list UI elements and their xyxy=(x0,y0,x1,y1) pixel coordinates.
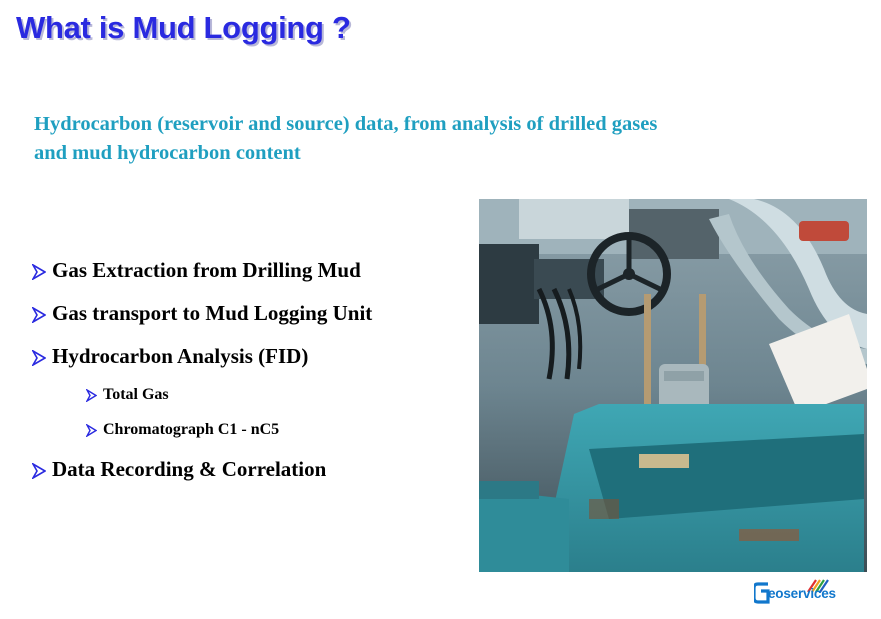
slide-title: What is Mud Logging ? xyxy=(16,10,351,45)
arrow-bullet-icon xyxy=(32,463,46,479)
arrow-bullet-icon xyxy=(86,424,97,437)
geoservices-logo-text: eoservices xyxy=(768,586,836,601)
geoservices-logo xyxy=(754,578,872,608)
bullet-item xyxy=(32,344,308,369)
bullet-item xyxy=(32,301,372,326)
sub-bullet-item xyxy=(86,421,279,439)
bullet-label: Chromatograph C1 - nC5 xyxy=(103,421,280,438)
arrow-bullet-icon xyxy=(32,350,46,366)
arrow-bullet-icon xyxy=(32,264,46,280)
bullet-item xyxy=(32,457,326,482)
bullet-label: Gas Extraction from Drilling Mud xyxy=(52,258,361,282)
bullet-label: Hydrocarbon Analysis (FID) xyxy=(52,344,309,368)
bullet-label: Gas transport to Mud Logging Unit xyxy=(52,301,373,325)
mud-gas-trap-photo xyxy=(479,199,867,572)
bullet-label: Data Recording & Correlation xyxy=(52,457,327,481)
arrow-bullet-icon xyxy=(86,389,97,402)
slide-subtitle: Hydrocarbon (reservoir and source) data, from analysis of drilled gases and mud hydrocarbon content xyxy=(34,113,658,164)
bullet-item xyxy=(32,258,361,283)
arrow-bullet-icon xyxy=(32,307,46,323)
sub-bullet-item xyxy=(86,386,169,404)
bullet-label: Total Gas xyxy=(103,386,169,403)
